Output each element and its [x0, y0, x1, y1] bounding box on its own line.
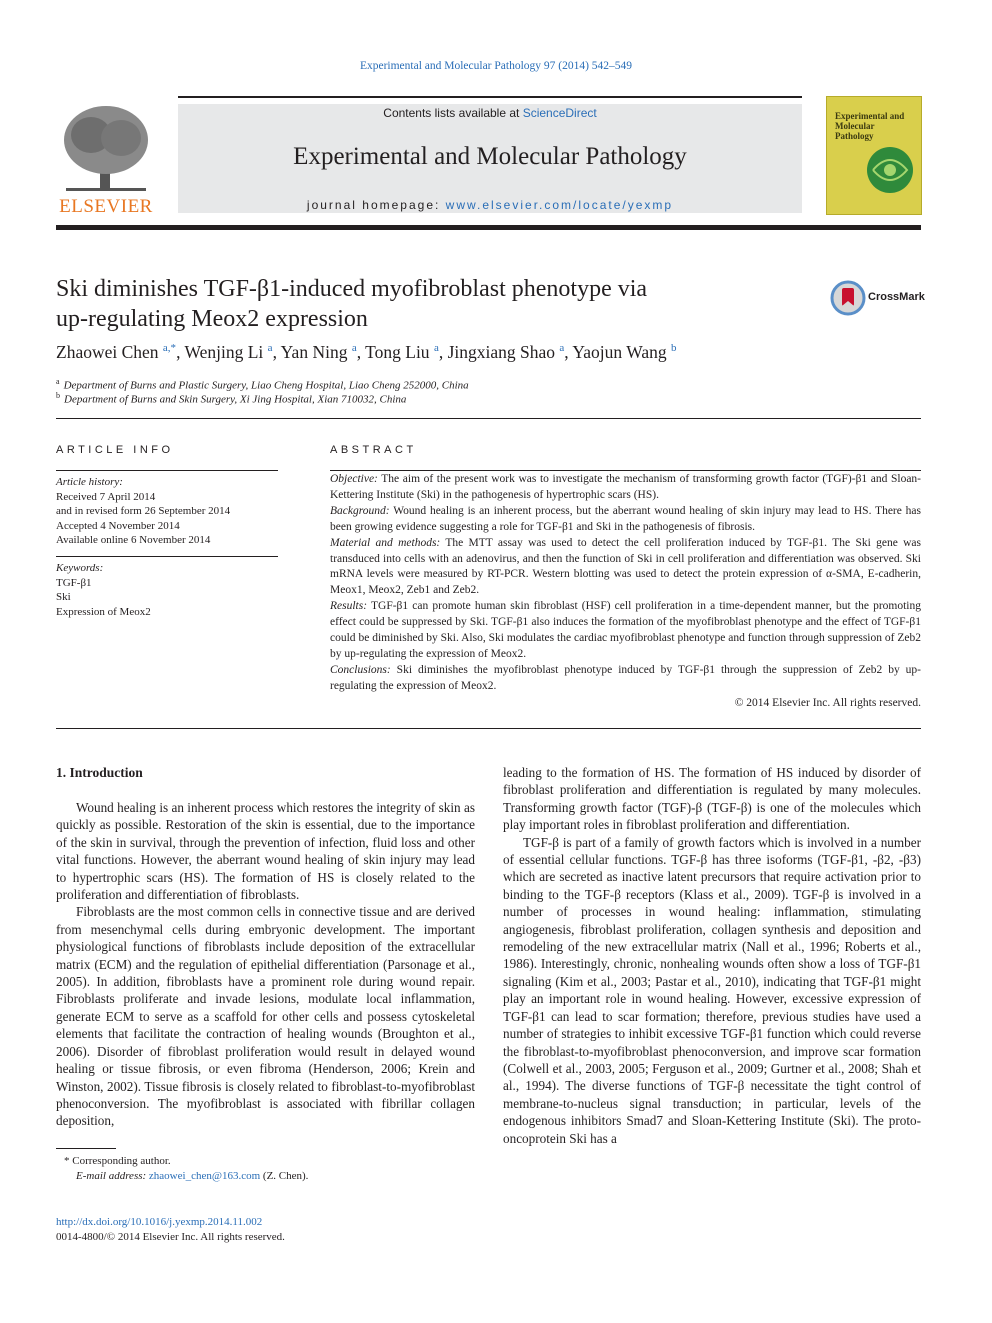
journal-title: Experimental and Molecular Pathology: [293, 143, 687, 170]
divider: [56, 556, 278, 557]
author-affiliation-link[interactable]: a: [267, 342, 273, 355]
author: Yan Ning: [280, 342, 348, 362]
doi-block: [56, 1215, 476, 1244]
journal-reference[interactable]: Experimental and Molecular Pathology 97 (2014) 542–549: [359, 60, 633, 72]
paragraph: TGF-β is part of a family of growth factors which is involved in a number of essential cellular functions. TGF-β has three isoforms (TGF-β1, -β2, -β3) which are secreted as inactive latent precursors that require activation prior to binding to the TGF-β receptors (Klass et al., 2009). TGF-β is involved in a number of processes in wound healing: inflammation, stimulating angiogenesis, fibroblast proliferation, collagen synthesis and deposition and remodeling of the new extracellular matrix (Nall et al., 1996; Roberts et al., 1986). Interestingly, chronic, nonhealing wounds often show a loss of TGF-β1 signaling (Kim et al., 2003; Pastar et al., 2010), indicating that TGF-β1 might play an important role in wound healing. However, excessive expression of TGF-β1 can lead to scar formation; therefore, previous studies have used a number of strategies to inhibit excessive TGF-β1 function which could reverse the fibroblast-to-myofibroblast phenoconversion, and improve scar formation (Colwell et al., 2003, 2005; Ferguson et al., 2009; Gurtner et al., 2008; Shah et al., 1994). The diverse functions of TGF-β necessitate the tight control of membrane-to-nucleus signal transduction; in particular, levels of the endogenous inhibitors Smad7 and Sloan-Kettering Institute (Ski). The proto-oncoprotein Ski has a: [503, 834, 921, 1146]
affiliation: $^b$ Department of Burns and Skin Surgery, Xi Jing Hospital, Xian 710032, China: [56, 391, 407, 406]
author-affiliation-link[interactable]: a: [433, 342, 439, 355]
banner-top-rule: [178, 96, 802, 98]
left-column: [56, 799, 475, 1130]
author: Wenjing Li: [184, 342, 264, 362]
author: Yaojun Wang: [572, 342, 667, 362]
divider: [330, 470, 921, 471]
paragraph: leading to the formation of HS. The formation of HS induced by disorder of fibroblast proliferation and differentiation is regulated by many molecules. Transforming growth factor (TGF)-β (TGF-β) is one of the molecules which play important roles in fibroblast proliferation and differentiation.: [503, 765, 921, 833]
abstract-heading: ABSTRACT: [330, 444, 417, 456]
issn: 0014-4800/© 2014 Elsevier Inc. All rights reserved.: [56, 1230, 285, 1243]
article-info-heading: ARTICLE INFO: [56, 444, 174, 456]
article-history: Article history: Received 7 April 2014 and in revised form 26 September 2014 Accepted 4 November 2014 Available online 6 November 2014: [56, 476, 231, 546]
crossmark-icon: [830, 280, 866, 316]
divider: [56, 728, 921, 729]
contents-line: Contents lists available at ScienceDirect: [383, 106, 597, 120]
section-heading: 1. Introduction: [56, 765, 143, 780]
email-link[interactable]: zhaowei_chen@163.com: [148, 1169, 261, 1182]
keyword: TGF-β1: [56, 576, 92, 589]
author-affiliation-link[interactable]: b: [670, 342, 677, 355]
author: Jingxiang Shao: [447, 342, 556, 362]
journal-homepage: journal homepage: www.elsevier.com/locate/yexmp: [306, 198, 674, 212]
publisher-name: ELSEVIER: [59, 196, 153, 217]
crossmark-button[interactable]: CrossMark: [830, 280, 930, 316]
affiliation: $^a$ Department of Burns and Plastic Surgery, Liao Cheng Hospital, Liao Cheng 252000, China: [56, 377, 469, 392]
header-rule: [56, 225, 921, 230]
author-affiliation-link[interactable]: a,*: [162, 342, 177, 355]
paragraph: Wound healing is an inherent process which restores the integrity of skin as quickly as possible. Restoration of the skin is essential, due to the importance of the skin in survival, through the prevention of infection, fluid loss and other vital functions. However, the aberrant wound healing of skin injury may lead to hypertrophic scars (HS). The formation of HS is closely related to the proliferation and differentiation of fibroblasts.: [56, 800, 475, 903]
copyright: © 2014 Elsevier Inc. All rights reserved.: [734, 697, 921, 709]
right-column: [503, 764, 921, 1147]
divider: [56, 470, 278, 471]
keywords: Keywords: TGF-β1 Ski Expression of Meox2: [56, 561, 278, 619]
journal-cover-image: [826, 96, 922, 215]
divider: [56, 418, 921, 419]
doi-link[interactable]: http://dx.doi.org/10.1016/j.yexmp.2014.11.002: [56, 1216, 263, 1228]
homepage-link[interactable]: www.elsevier.com/locate/yexmp: [445, 198, 674, 212]
sciencedirect-link[interactable]: ScienceDirect: [522, 106, 597, 120]
abstract-body: Objective: The aim of the present work was to investigate the mechanism of transforming growth factor (TGF)-β1 and Sloan-Kettering Institute (Ski) in the pathogenesis of hypertrophic scars (HS). Background: Wound healing is an inherent process, but the aberrant wound healing of skin injury may lead to HS. There has been growing evidence suggesting a role for TGF-β1 and Ski in the pathogenesis of fibrosis. Material and methods: The MTT assay was used to detect the cell proliferation induced by TGF-β1. The Ski gene was transduced into cells with an adenovirus, and then the function of Ski in cell proliferation and differentiation was observed. Ski mRNA levels were measured by RT-PCR. Western blotting was used to detect the protein expression of α-SMA, E-cadherin, Meox1, Meox2, Zeb1 and Zeb2. Results: TGF-β1 can promote human skin fibroblast (HSF) cell proliferation in a time-dependent manner, but the promoting effect could be suppressed by Ski. TGF-β1 also induces the formation of the myofibroblast phenotype and the effect of TGF-β1 could be diminished by Ski. Also, Ski modulates the cardiac myofibroblast phenotype and function through suppression of Zeb2 by up-regulating the expression of Meox2. Conclusions: Ski diminishes the myofibroblast phenotype induced by TGF-β1 through the suppression of Zeb2 by up-regulating the expression of Meox2.: [330, 473, 921, 692]
paragraph: Fibroblasts are the most common cells in connective tissue and are derived from mesenchymal cells during embryonic development. The important physiological functions of fibroblasts include deposition of the extracellular matrix (ECM) and the regulation of epithelial differentiation (Parsonage et al., 2005). In addition, fibroblasts have a prominent role during wound repair. Fibroblasts proliferate and invade lesions, modulate local inflammation, generate ECM to serve as a scaffold for other cells and possess cytoskeletal elements that facilitate the contraction of healing wounds (Broughton et al., 2006). Disorder of fibroblast proliferation would result in delayed wound healing or tissue fibrosis, or even fibroma (Henderson, 2006; Krein and Winston, 2002). Tissue fibrosis is closely related to fibroblast-to-myofibroblast phenoconversion. The myofibroblast is associated with fibrillar collagen deposition,: [56, 904, 475, 1129]
footnote: * Corresponding author. E-mail address: zhaowei_chen@163.com (Z. Chen).: [64, 1155, 309, 1182]
author: Zhaowei Chen: [56, 342, 159, 362]
keyword: Expression of Meox2: [56, 605, 151, 618]
cover-title: Experimental and Molecular Pathology: [835, 111, 905, 141]
author-affiliation-link[interactable]: a: [351, 342, 357, 355]
article-title: Ski diminishes TGF-β1-induced myofibroblast phenotype via up-regulating Meox2 expression: [56, 276, 648, 332]
author-list: Zhaowei Chen $^{a,*}$, Wenjing Li $^a$, Yan Ning $^a$, Tong Liu $^a$, Jingxiang Shao $^a$, Yaojun Wang $^b$: [56, 342, 677, 362]
author: Tong Liu: [365, 342, 430, 362]
author-affiliation-link[interactable]: a: [559, 342, 565, 355]
keyword: Ski: [56, 591, 71, 603]
footnote-rule: [56, 1148, 116, 1149]
elsevier-logo: [56, 100, 156, 218]
